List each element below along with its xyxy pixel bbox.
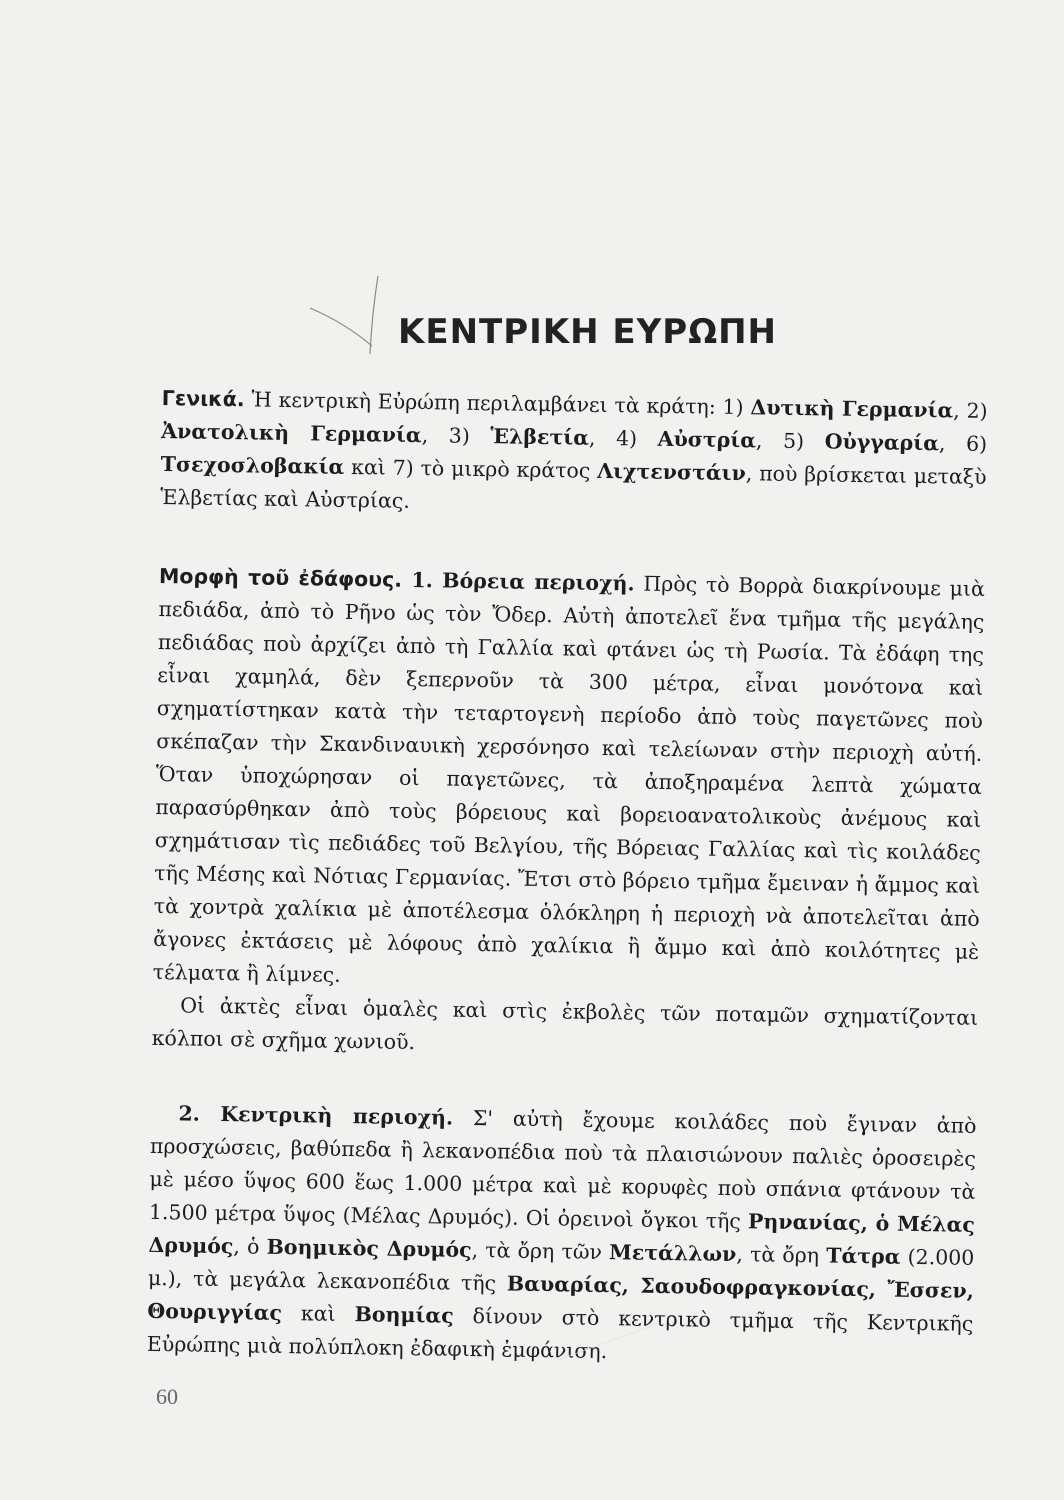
country-west-germany: Δυτικὴ Γερμανία — [750, 395, 954, 423]
paragraph-general: Γενικά. Ἡ κεντρικὴ Εὐρώπη περιλαμβάνει τὰ κράτη: 1) Δυτικὴ Γερμανία, 2) Ἀνατολικὴ Γερμανία, 3) Ἑλβετία, 4) Αὐστρία, 5) Οὐγγαρία, 6) Τσεχοσλοβακία καὶ 7) τὸ μικρὸ κράτος Λιχτενστάιν, ποὺ βρίσκεται μεταξὺ Ἑλβετίας καὶ Αὐστρίας. — [160, 385, 988, 513]
lead-general: Γενικά. — [161, 385, 245, 412]
country-switzerland: Ἑλβετία — [490, 424, 590, 450]
country-austria: Αὐστρία — [657, 426, 757, 453]
paragraph-central-region: 2. Κεντρικὴ περιοχή. Σ' αὐτὴ ἔχουμε κοιλάδες ποὺ ἔγιναν ἀπὸ προσχώσεις, βαθύπεδα ἢ λεκανοπέδια ποὺ τὰ πλαισιώνουν παλιὲς ὀροσειρὲς μὲ μέσο ὕψος 600 ἕως 1.000 μέτρα καὶ μὲ κορυφὲς ποὺ σπάνια φτάνουν τὰ 1.500 μέτρα ὕψος (Μέλας Δρυμός). Οἱ ὀρεινοὶ ὄγκοι τῆς Ρηνανίας, ὁ Μέλας Δρυμός, ὁ Βοημικὸς Δρυμός, τὰ ὄρη τῶν Μετάλλων, τὰ ὄρη Τάτρα (2.000 μ.), τὰ μεγάλα λεκανοπέδια τῆς Βαυαρίας, Σαουδοφραγκονίας, Ἔσσεν, Θουριγγίας καὶ Βοημίας δίνουν στὸ κεντρικὸ τμῆμα τῆς Κεντρικῆς Εὐρώπης μιὰ πολύπλοκη ἐδαφικὴ ἐμφάνιση. — [146, 1101, 977, 1364]
country-hungary: Οὐγγαρία — [824, 429, 940, 456]
country-east-germany: Ἀνατολικὴ Γερμανία — [161, 418, 422, 448]
lead-terrain: Μορφὴ τοῦ ἐδάφους. — [158, 563, 403, 592]
subheading-northern-region: 1. Βόρεια περιοχή. — [401, 567, 635, 596]
paragraph-coasts: Οἱ ἀκτὲς εἶναι ὁμαλὲς καὶ στὶς ἐκβολὲς τῶν ποταμῶν σχηματίζονται κόλποι σὲ σχῆμα χωνιοῦ. — [151, 993, 979, 1055]
country-czechoslovakia: Τσεχοσλοβακία — [160, 451, 345, 479]
body-text — [147, 382, 988, 1374]
page-title: ΚΕΝΤΡΙΚΗ ΕΥΡΩΠΗ — [398, 312, 778, 352]
country-liechtenstein: Λιχτενστάιν — [597, 458, 747, 486]
subheading-central-region: 2. Κεντρικὴ περιοχή. — [178, 1101, 454, 1130]
page-number: 60 — [156, 1384, 178, 1409]
pencil-mark-icon — [300, 268, 400, 358]
paragraph-northern-region: Μορφὴ τοῦ ἐδάφους. 1. Βόρεια περιοχή. Πρὸς τὸ Βορρὰ διακρίνουμε μιὰ πεδιάδα, ἀπὸ τὸ Ρῆνο ὡς τὸν Ὄδερ. Αὐτὴ ἀποτελεῖ ἕνα τμῆμα τῆς μεγάλης πεδιάδας ποὺ ἀρχίζει ἀπὸ τὴ Γαλλία καὶ φτάνει ὡς τὴ Ρωσία. Τὰ ἐδάφη της εἶναι χαμηλά, δὲν ξεπερνοῦν τὰ 300 μέτρα, εἶναι μονότονα καὶ σχηματίστηκαν κατὰ τὴν τεταρτογενὴ περίοδο ἀπὸ τοὺς παγετῶνες ποὺ σκέπαζαν τὴν Σκανδιναυικὴ χερσόνησο καὶ τελείωναν στὴν περιοχὴ αὐτή. Ὅταν ὑποχώρησαν οἱ παγετῶνες, τὰ ἀποξηραμένα λεπτὰ χώματα παρασύρθηκαν ἀπὸ τοὺς βόρειους καὶ βορειοανατολικοὺς ἀνέμους καὶ σχημάτισαν τὶς πεδιάδες τοῦ Βελγίου, τῆς Βόρειας Γαλλίας καὶ τὶς κοιλάδες τῆς Μέσης καὶ Νότιας Γερμανίας. Ἔτσι στὸ βόρειο τμῆμα ἔμειναν ἡ ἄμμος καὶ τὰ χοντρὰ χαλίκια μὲ ἀποτέλεσμα ὁλόκληρη ἡ περιοχὴ νὰ ἀποτελεῖται ἀπὸ ἄγονες ἐκτάσεις μὲ λόφους ἀπὸ χαλίκια ἢ ἄμμο καὶ ἀπὸ κοιλότητες μὲ τέλματα ἢ λίμνες. — [152, 563, 986, 987]
